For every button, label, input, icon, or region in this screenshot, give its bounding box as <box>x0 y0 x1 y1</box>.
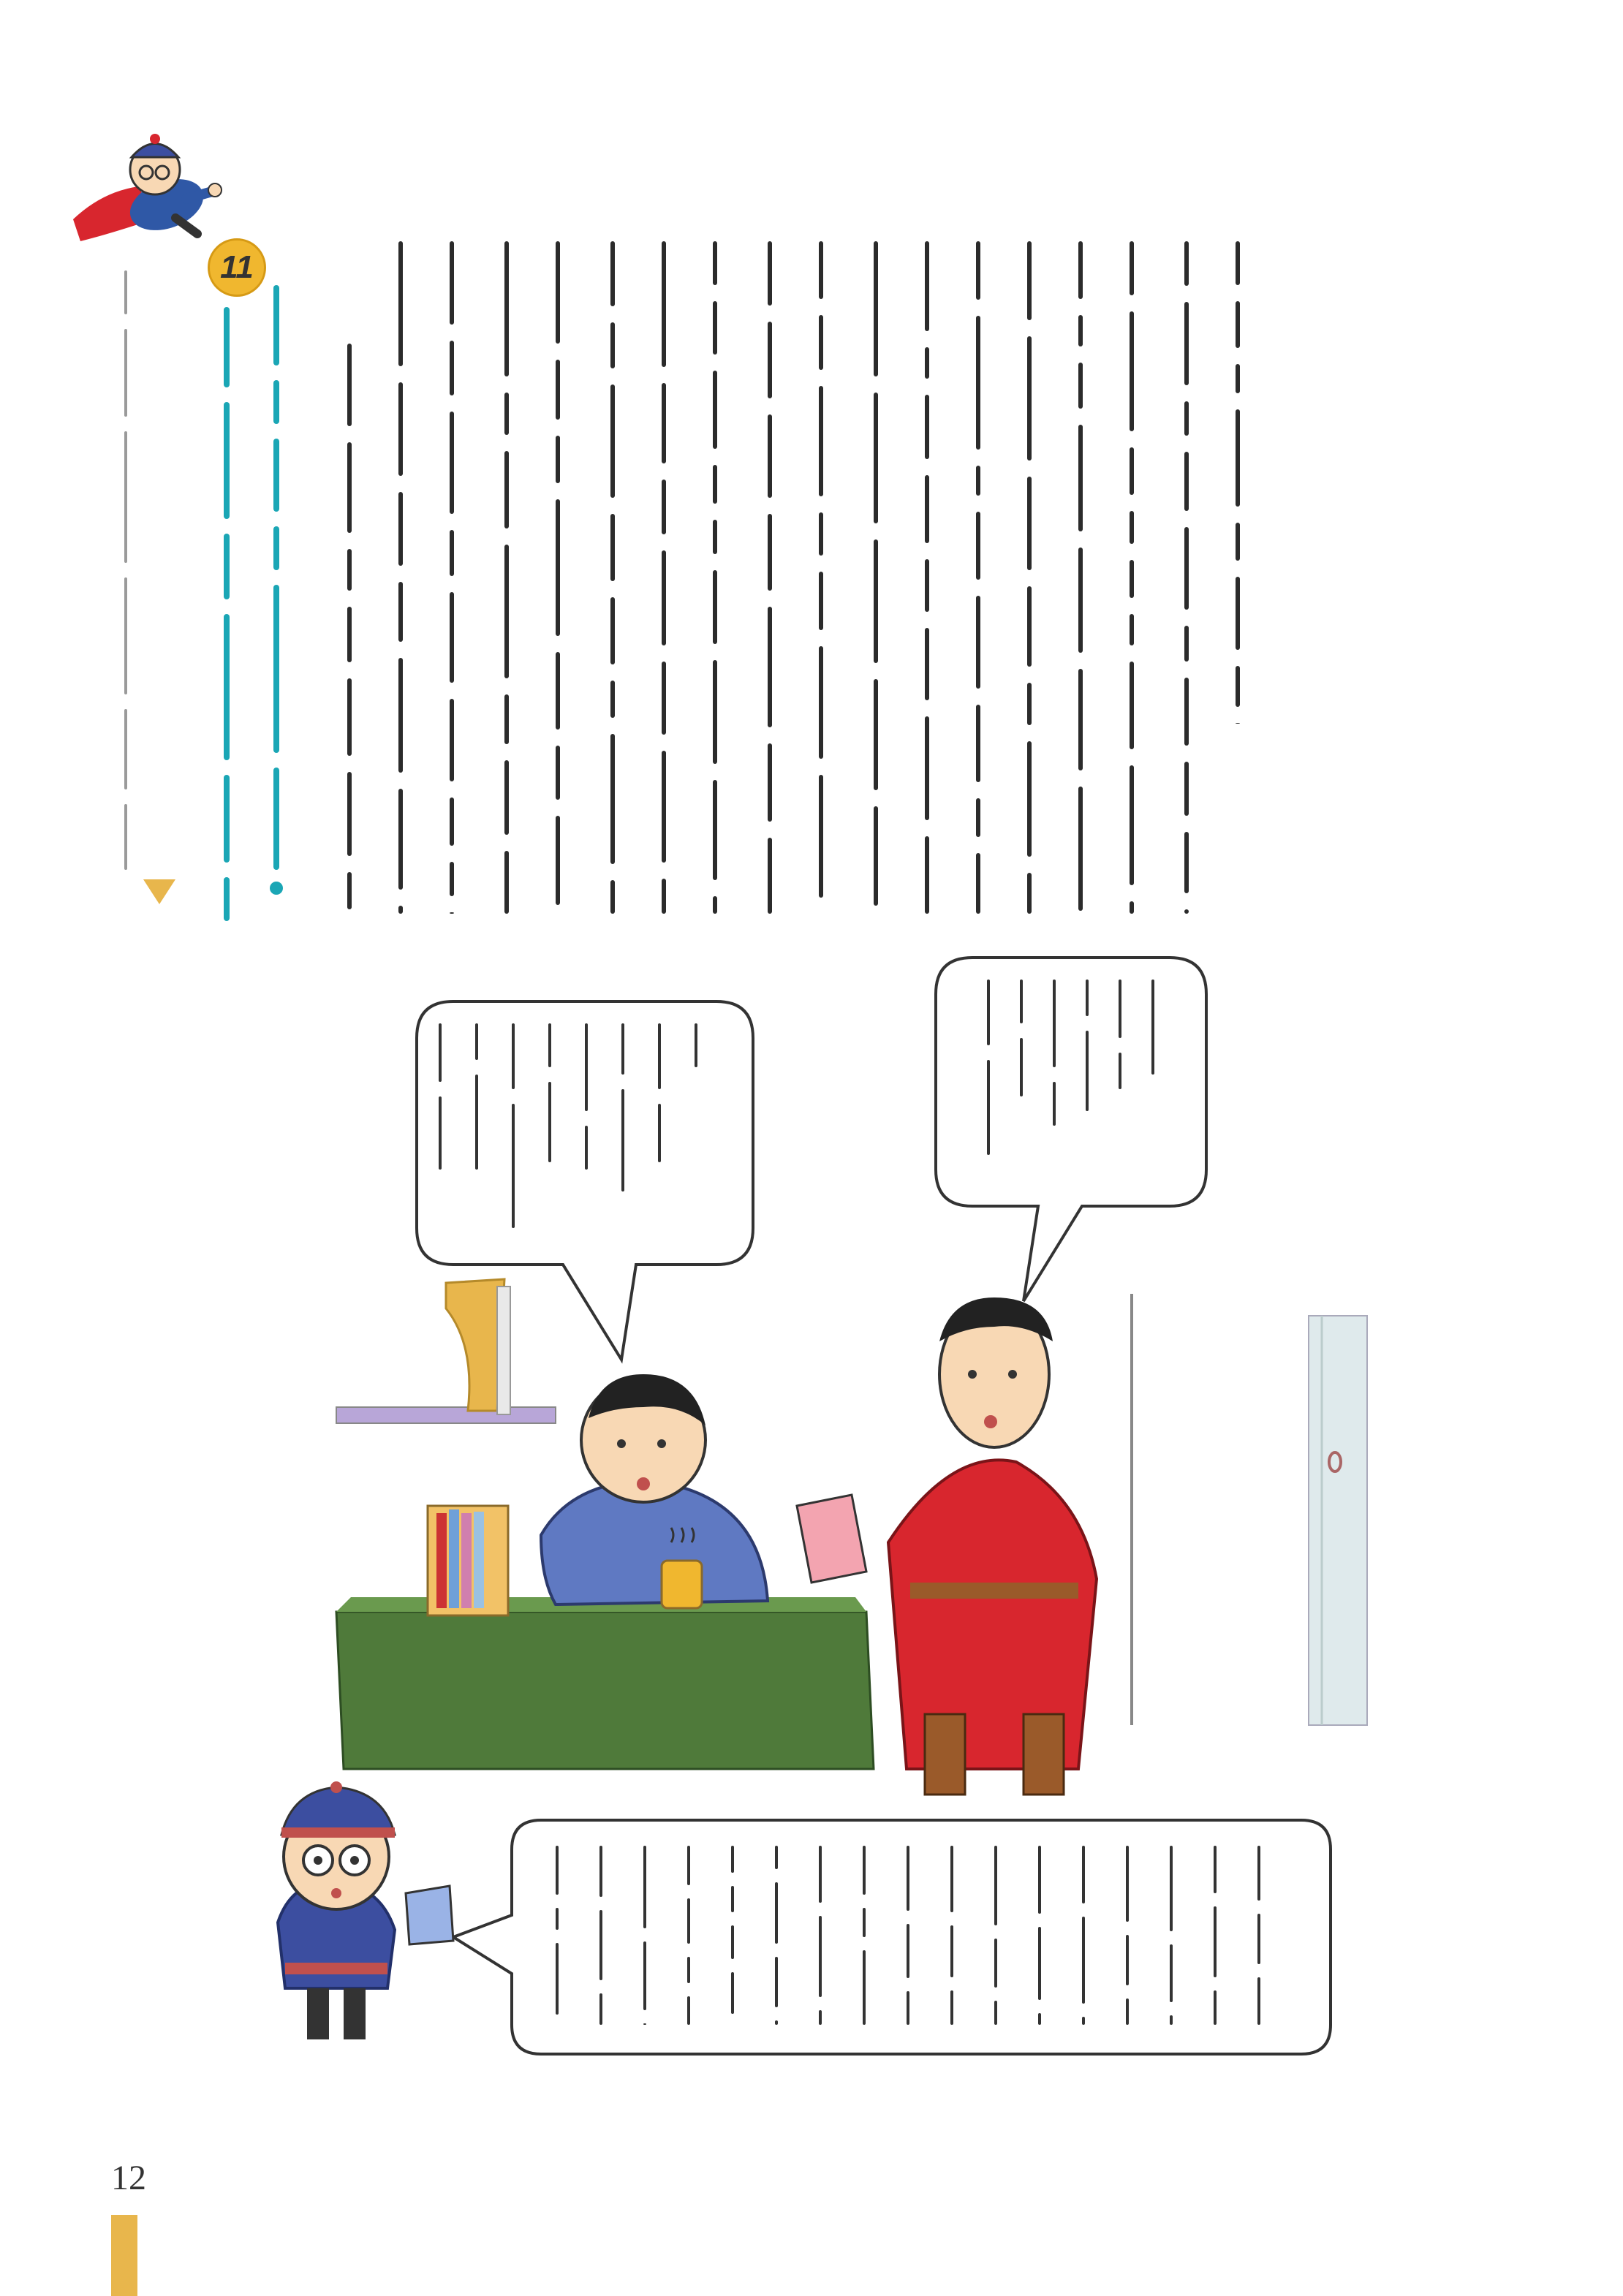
text-glyph-stroke <box>713 660 717 764</box>
text-glyph-stroke <box>1236 666 1240 707</box>
text-glyph-stroke <box>450 699 454 781</box>
text-glyph-stroke <box>662 662 666 735</box>
text-glyph-stroke <box>819 512 823 556</box>
text-glyph-stroke <box>1130 614 1134 645</box>
text-glyph-stroke <box>1027 477 1032 570</box>
text-glyph-stroke <box>768 322 772 398</box>
bubble-glyph-stroke <box>1082 1846 1085 1903</box>
text-glyph-stroke <box>1236 241 1240 285</box>
bubble-glyph-stroke <box>687 1898 690 1944</box>
running-header-glyphs <box>124 270 127 870</box>
text-glyph-stroke <box>819 386 823 496</box>
bubble-glyph-stroke <box>1038 2013 1041 2025</box>
text-glyph-stroke <box>1078 315 1083 346</box>
text-glyph-stroke <box>713 520 717 554</box>
bubble-glyph-stroke <box>1126 1935 1129 1985</box>
text-glyph-stroke <box>925 241 929 331</box>
text-glyph-stroke <box>662 241 666 367</box>
text-glyph-stroke <box>347 772 352 856</box>
text-glyph-stroke <box>1236 523 1240 561</box>
bubble-glyph-stroke <box>1082 2017 1085 2025</box>
bubble-glyph-stroke <box>1170 1846 1173 1931</box>
text-glyph-stroke <box>398 382 403 476</box>
text-glyph-stroke <box>768 607 772 727</box>
bubble-glyph-stroke <box>819 2010 822 2025</box>
text-glyph-stroke <box>925 475 929 543</box>
text-glyph-stroke <box>1078 363 1083 409</box>
text-glyph-stroke <box>768 414 772 498</box>
bubble-glyph-stroke <box>643 2023 646 2025</box>
bubble-glyph-stroke <box>1082 1917 1085 2004</box>
bubble-glyph-stroke <box>950 1925 953 1977</box>
text-glyph-stroke <box>610 384 615 498</box>
bubble-glyph-stroke <box>775 1882 778 1944</box>
text-glyph-stroke <box>504 393 509 435</box>
text-glyph-stroke <box>398 492 403 566</box>
text-glyph-stroke <box>556 241 560 344</box>
text-glyph-stroke <box>768 514 772 591</box>
bubble-glyph-stroke <box>994 1846 997 1925</box>
text-glyph-stroke <box>1027 873 1032 914</box>
bubble-glyph-stroke <box>819 1916 822 1997</box>
text-glyph-stroke <box>556 499 560 636</box>
page-number: 12 <box>111 2159 146 2197</box>
text-glyph-stroke <box>610 681 615 718</box>
text-glyph-stroke <box>347 872 352 909</box>
text-glyph-stroke <box>1236 577 1240 650</box>
text-glyph-stroke <box>1184 832 1189 893</box>
bubble-glyph-stroke <box>1126 1846 1129 1922</box>
text-glyph-stroke <box>976 316 980 450</box>
boy-mascot <box>278 1781 453 2039</box>
text-glyph-stroke <box>1130 901 1134 914</box>
text-glyph-stroke <box>874 806 878 906</box>
text-glyph-stroke <box>819 775 823 898</box>
text-glyph-stroke <box>450 797 454 846</box>
text-glyph-stroke <box>1078 669 1083 770</box>
bubble-glyph-stroke <box>731 1925 734 1959</box>
text-glyph-stroke <box>450 412 454 514</box>
text-glyph-stroke <box>874 679 878 790</box>
bubble-glyph-stroke <box>863 1950 866 2025</box>
bubble-glyph-stroke <box>819 1846 822 1903</box>
text-glyph-stroke <box>398 582 403 642</box>
text-glyph-stroke <box>1078 425 1083 531</box>
bubble-glyph-stroke <box>863 1846 866 1895</box>
text-glyph-stroke <box>398 789 403 890</box>
bubble-glyph-stroke <box>1214 1906 1217 1977</box>
text-glyph-stroke <box>713 301 717 355</box>
text-glyph-stroke <box>874 241 878 376</box>
text-glyph-stroke <box>768 241 772 306</box>
bubble-glyph-stroke <box>687 1957 690 1983</box>
text-glyph-stroke <box>1130 662 1134 749</box>
text-glyph-stroke <box>556 436 560 483</box>
text-glyph-stroke <box>1184 527 1189 610</box>
bubble-glyph-stroke <box>907 1846 909 1911</box>
bubble-glyph-stroke <box>1257 1914 1260 1964</box>
seated-man-blue <box>541 1374 768 1608</box>
text-glyph-stroke <box>610 241 615 306</box>
body-text-glyphs <box>347 241 1240 914</box>
text-glyph-stroke <box>1184 762 1189 816</box>
text-glyph-stroke <box>713 780 717 880</box>
text-glyph-stroke <box>713 896 717 914</box>
text-glyph-stroke <box>925 559 929 612</box>
bubble-glyph-stroke <box>907 1991 909 2025</box>
text-glyph-stroke <box>925 716 929 820</box>
bubble-glyph-stroke <box>907 1924 909 1978</box>
text-glyph-stroke <box>1130 560 1134 598</box>
text-glyph-stroke <box>398 658 403 773</box>
text-glyph-stroke <box>1184 678 1189 746</box>
text-glyph-stroke <box>925 347 929 379</box>
text-glyph-stroke <box>504 851 509 914</box>
text-glyph-stroke <box>347 344 352 426</box>
text-glyph-stroke <box>1078 548 1083 653</box>
bubble-glyph-stroke <box>731 1846 734 1873</box>
text-glyph-stroke <box>1184 626 1189 662</box>
bubble-glyph-stroke <box>1038 1846 1041 1914</box>
text-glyph-stroke <box>768 743 772 822</box>
text-glyph-stroke <box>819 315 823 370</box>
bubble-glyph-stroke <box>556 1943 559 2015</box>
bubble-glyph-stroke <box>731 1972 734 2014</box>
text-glyph-stroke <box>819 241 823 299</box>
text-glyph-stroke <box>713 465 717 504</box>
text-glyph-stroke <box>976 241 980 300</box>
text-glyph-stroke <box>347 678 352 756</box>
text-glyph-stroke <box>925 628 929 700</box>
bubble-glyph-stroke <box>1257 1846 1260 1901</box>
text-glyph-stroke <box>504 241 509 376</box>
text-glyph-stroke <box>450 341 454 395</box>
bubble-glyph-stroke <box>731 1886 734 1912</box>
bubble-glyph-stroke <box>643 1846 646 1928</box>
text-glyph-stroke <box>504 451 509 528</box>
bubble-glyph-stroke <box>599 1910 602 1980</box>
text-glyph-stroke <box>1130 765 1134 885</box>
bubble-glyph-stroke <box>1214 1990 1217 2025</box>
text-glyph-stroke <box>976 466 980 496</box>
bubble-glyph-stroke <box>775 1957 778 2007</box>
lesson-number-badge: 11 <box>208 238 266 297</box>
text-glyph-stroke <box>1184 302 1189 385</box>
bubble-glyph-stroke <box>950 1990 953 2025</box>
text-glyph-stroke <box>504 760 509 835</box>
bubble-glyph-stroke <box>1038 1927 1041 2000</box>
text-glyph-stroke <box>556 652 560 730</box>
lesson-title-glyphs <box>224 285 283 921</box>
text-glyph-stroke <box>398 241 403 366</box>
text-glyph-stroke <box>347 607 352 662</box>
text-glyph-stroke <box>925 395 929 459</box>
bubble-glyph-stroke <box>775 2020 778 2025</box>
bubble-glyph-stroke <box>1257 1977 1260 2025</box>
speech-bubble-bottom <box>453 1820 1331 2054</box>
bubble-glyph-stroke <box>775 1846 778 1869</box>
bubble-glyph-stroke <box>1126 1998 1129 2025</box>
text-glyph-stroke <box>1236 301 1240 348</box>
text-glyph-stroke <box>610 322 615 368</box>
text-glyph-stroke <box>556 360 560 420</box>
bubble-glyph-stroke <box>556 1846 559 1895</box>
text-glyph-stroke <box>1184 452 1189 511</box>
text-glyph-stroke <box>874 539 878 663</box>
text-glyph-stroke <box>504 694 509 744</box>
bubble-glyph-stroke <box>599 1993 602 2025</box>
text-glyph-stroke <box>976 798 980 837</box>
bubble-glyph-stroke <box>950 1846 953 1912</box>
text-glyph-stroke <box>1027 336 1032 461</box>
text-glyph-stroke <box>713 371 717 449</box>
text-glyph-stroke <box>1236 409 1240 507</box>
flying-mascot <box>73 134 222 241</box>
text-glyph-stroke <box>976 853 980 914</box>
text-glyph-stroke <box>1130 511 1134 544</box>
text-glyph-stroke <box>819 572 823 630</box>
speech-bubble-right <box>936 958 1206 1301</box>
text-glyph-stroke <box>450 241 454 325</box>
text-glyph-stroke <box>713 570 717 644</box>
bubble-glyph-stroke <box>1214 1846 1217 1893</box>
bubble-glyph-stroke <box>687 1996 690 2025</box>
text-glyph-stroke <box>450 530 454 576</box>
bubble-glyph-stroke <box>643 1941 646 2010</box>
text-glyph-stroke <box>1078 241 1083 299</box>
text-glyph-stroke <box>1027 683 1032 725</box>
text-glyph-stroke <box>610 597 615 664</box>
text-glyph-stroke <box>713 241 717 285</box>
text-glyph-stroke <box>662 879 666 914</box>
text-glyph-stroke <box>610 880 615 914</box>
text-glyph-stroke <box>347 442 352 533</box>
text-glyph-stroke <box>768 838 772 914</box>
text-glyph-stroke <box>1184 241 1189 286</box>
text-glyph-stroke <box>976 705 980 782</box>
text-glyph-stroke <box>1130 447 1134 495</box>
text-glyph-stroke <box>874 393 878 523</box>
text-glyph-stroke <box>504 545 509 678</box>
text-glyph-stroke <box>1130 241 1134 295</box>
text-glyph-stroke <box>1184 401 1189 436</box>
bubble-glyph-stroke <box>994 1939 997 1988</box>
text-glyph-stroke <box>819 646 823 759</box>
text-glyph-stroke <box>662 480 666 534</box>
bubble-glyph-stroke <box>599 1846 602 1897</box>
text-glyph-stroke <box>662 550 666 645</box>
text-glyph-stroke <box>347 549 352 591</box>
text-glyph-stroke <box>1236 364 1240 393</box>
text-glyph-stroke <box>610 514 615 581</box>
bubble-glyph-stroke <box>863 1908 866 1937</box>
text-glyph-stroke <box>450 912 454 914</box>
text-glyph-stroke <box>662 383 666 463</box>
bubble-glyph-stroke <box>556 1908 559 1930</box>
bubble-glyph-stroke <box>1170 1944 1173 2002</box>
text-glyph-stroke <box>1027 586 1032 667</box>
bubble-glyph-stroke <box>994 2001 997 2025</box>
text-glyph-stroke <box>450 862 454 896</box>
text-glyph-stroke <box>398 906 403 914</box>
bubble-glyph-stroke <box>1170 2015 1173 2025</box>
text-glyph-stroke <box>1027 241 1032 320</box>
text-glyph-stroke <box>976 596 980 689</box>
text-glyph-stroke <box>1236 723 1240 724</box>
text-glyph-stroke <box>556 816 560 905</box>
text-glyph-stroke <box>925 836 929 914</box>
text-glyph-stroke <box>662 751 666 863</box>
text-glyph-stroke <box>1184 909 1189 914</box>
text-glyph-stroke <box>1078 787 1083 911</box>
bubble-glyph-stroke <box>687 1846 690 1885</box>
text-glyph-stroke <box>1130 311 1134 431</box>
text-glyph-stroke <box>1027 741 1032 857</box>
text-glyph-stroke <box>450 592 454 683</box>
text-glyph-stroke <box>976 512 980 580</box>
text-glyph-stroke <box>556 746 560 800</box>
text-glyph-stroke <box>610 734 615 864</box>
